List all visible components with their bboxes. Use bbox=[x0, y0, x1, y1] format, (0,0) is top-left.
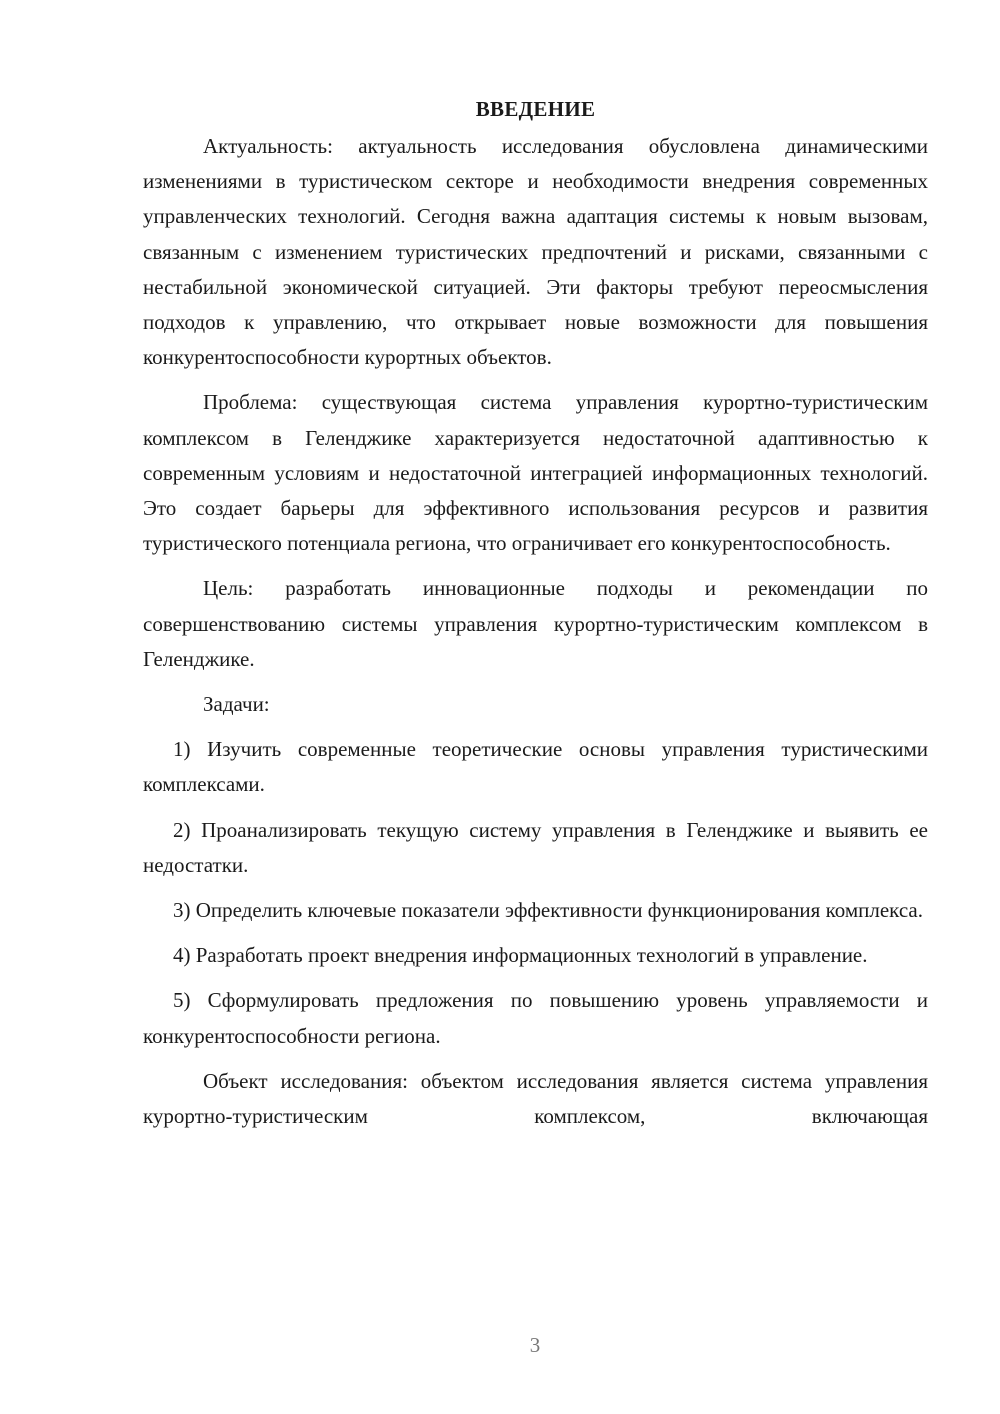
task-item-1: 1) Изучить современные теоретические основы управления туристическими комплексами. bbox=[143, 737, 928, 797]
task-item-5: 5) Сформулировать предложения по повышению уровень управляемости и конкурентоспособности региона. bbox=[143, 988, 928, 1048]
task-item-2: 2) Проанализировать текущую систему управления в Геленджике и выявить ее недостатки. bbox=[143, 817, 928, 877]
task-item-4: 4) Разработать проект внедрения информационных технологий в управление. bbox=[173, 943, 868, 968]
task-item-3: 3) Определить ключевые показатели эффективности функционирования комплекса. bbox=[173, 898, 923, 923]
goal-paragraph: Цель: разработать инновационные подходы и рекомендации по совершенствованию системы управления курортно-туристическим комплексом в Геленджике. bbox=[143, 576, 928, 671]
section-title: ВВЕДЕНИЕ bbox=[475, 97, 596, 121]
tasks-heading: Задачи: bbox=[203, 692, 270, 717]
document-page bbox=[143, 92, 928, 1144]
object-paragraph: Объект исследования: объектом исследования является система управления курортно-туристическим комплексом, включающая bbox=[143, 1068, 928, 1129]
problem-paragraph: Проблема: существующая система управления курортно-туристическим комплексом в Геленджике характеризуется недостаточной адаптивностью к современным условиям и недостаточной интеграцией информационных технологий. Это создает барьеры для эффективного использования ресурсов и развития туристического потенциала региона, что ограничивает его конкурентоспособность. bbox=[143, 390, 928, 556]
relevance-paragraph: Актуальность: актуальность исследования обусловлена динамическими изменениями в туристическом секторе и необходимости внедрения современных управленческих технологий. Сегодня важна адаптация системы к новым вызовам, связанным с изменением туристических предпочтений и рисками, связанными с нестабильной экономической ситуацией. Эти факторы требуют переосмысления подходов к управлению, что открывает новые возможности для повышения конкурентоспособности курортных объектов. bbox=[143, 134, 928, 370]
page-number: 3 bbox=[529, 1333, 541, 1357]
